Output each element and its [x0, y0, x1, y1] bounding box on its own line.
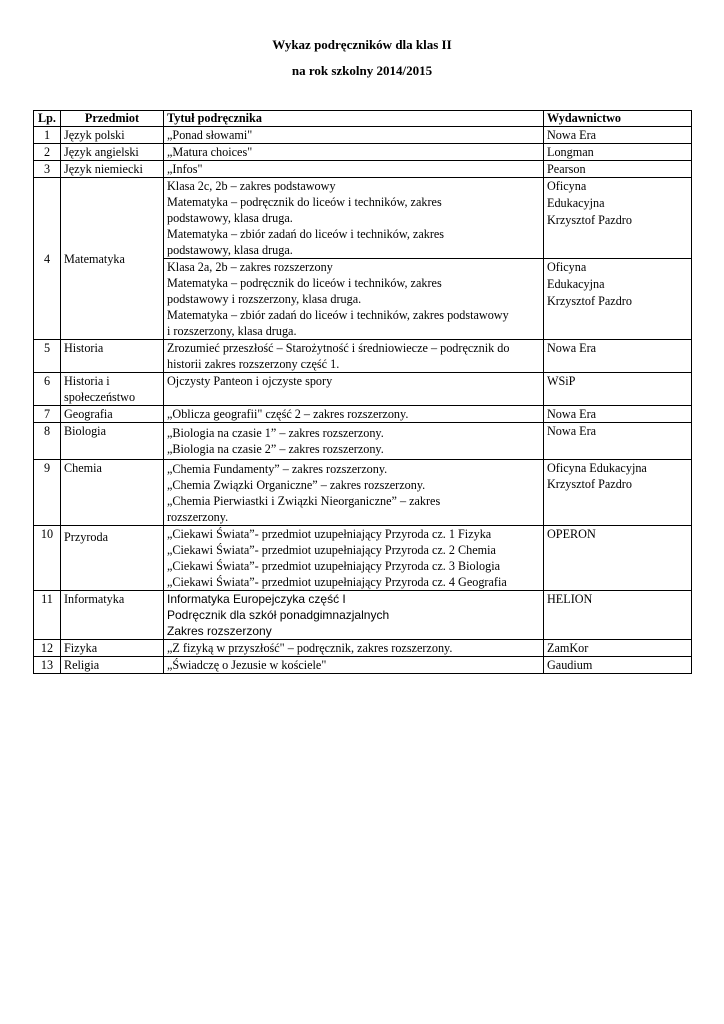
publisher-cell	[544, 657, 692, 674]
title-text: „Ciekawi Świata”- przedmiot uzupełniający Przyroda cz. 1 Fizyka	[167, 527, 492, 541]
row-number: 12	[34, 640, 61, 657]
title-text: historii zakres rozszerzony część 1.	[167, 357, 340, 371]
row-number: 2	[34, 144, 61, 161]
publisher-cell	[544, 526, 692, 591]
subject-text: Przyroda	[64, 530, 108, 544]
publisher-cell	[544, 340, 692, 373]
row-number: 5	[34, 340, 61, 373]
publisher-cell	[544, 373, 692, 406]
subject-text: Historia	[64, 341, 104, 355]
table-row	[34, 144, 692, 161]
title-text: „Matura choices"	[167, 145, 253, 159]
subject-text: Biologia	[64, 424, 106, 438]
document-subtitle: na rok szkolny 2014/2015	[291, 63, 433, 78]
header-lp: Lp.	[34, 111, 61, 127]
table-row	[34, 591, 692, 640]
title-text: podstawowy, klasa druga.	[167, 243, 293, 257]
subject-cell	[61, 178, 164, 340]
title-text: „Z fizyką w przyszłość" – podręcznik, zakres rozszerzony.	[167, 641, 453, 655]
title-text: Klasa 2c, 2b – zakres podstawowy	[167, 179, 336, 193]
subject-cell	[61, 423, 164, 460]
row-number: 4	[34, 178, 61, 340]
publisher-text: Nowa Era	[547, 407, 597, 421]
publisher-cell	[544, 178, 692, 259]
title-text: Matematyka – zbiór zadań do liceów i techników, zakres	[167, 227, 445, 241]
table-row	[34, 127, 692, 144]
title-text: Matematyka – podręcznik do liceów i techników, zakres	[167, 276, 442, 290]
publisher-cell	[544, 640, 692, 657]
title-cell	[164, 423, 544, 460]
publisher-text: Krzysztof Pazdro	[547, 294, 632, 308]
subject-text: Historia i	[64, 374, 110, 388]
publisher-text: Nowa Era	[547, 128, 597, 142]
table-row	[34, 526, 692, 591]
title-text: Zakres rozszerzony	[167, 624, 272, 638]
publisher-cell	[544, 460, 692, 526]
publisher-text: WSiP	[547, 374, 576, 388]
table-row	[34, 340, 692, 373]
title-text: „Ciekawi Świata”- przedmiot uzupełniający Przyroda cz. 2 Chemia	[167, 543, 496, 557]
publisher-text: Edukacyjna	[547, 196, 605, 210]
title-cell	[164, 526, 544, 591]
publisher-text: Nowa Era	[547, 424, 597, 438]
row-number: 3	[34, 161, 61, 178]
title-cell	[164, 373, 544, 406]
publisher-text: OPERON	[547, 527, 596, 541]
table-header-row	[34, 111, 692, 127]
row-number: 8	[34, 423, 61, 460]
subject-text: Geografia	[64, 407, 113, 421]
publisher-cell	[544, 406, 692, 423]
title-text: rozszerzony.	[167, 510, 229, 524]
title-text: podstawowy i rozszerzony, klasa druga.	[167, 292, 362, 306]
subject-cell	[61, 657, 164, 674]
row-number: 7	[34, 406, 61, 423]
title-cell	[164, 144, 544, 161]
title-text: Podręcznik dla szkół ponadgimnazjalnych	[167, 608, 390, 622]
title-text: Klasa 2a, 2b – zakres rozszerzony	[167, 260, 333, 274]
subject-cell	[61, 640, 164, 657]
table-row	[34, 178, 692, 259]
publisher-text: Pearson	[547, 162, 586, 176]
row-number: 11	[34, 591, 61, 640]
title-text: „Chemia Pierwiastki i Związki Nieorganiczne” – zakres	[167, 494, 441, 508]
title-text: podstawowy, klasa druga.	[167, 211, 293, 225]
title-cell	[164, 640, 544, 657]
header-subject: Przedmiot	[61, 111, 164, 127]
subject-text: społeczeństwo	[64, 390, 136, 404]
publisher-cell	[544, 259, 692, 340]
title-cell	[164, 460, 544, 526]
subject-cell	[61, 127, 164, 144]
subject-text: Fizyka	[64, 641, 98, 655]
publisher-text: Gaudium	[547, 658, 593, 672]
title-cell	[164, 127, 544, 144]
publisher-cell	[544, 591, 692, 640]
header-publisher: Wydawnictwo	[544, 111, 692, 127]
table-row	[34, 373, 692, 406]
title-cell	[164, 406, 544, 423]
title-cell	[164, 178, 544, 259]
table-row	[34, 161, 692, 178]
subject-text: Język angielski	[64, 145, 139, 159]
subject-text: Język polski	[64, 128, 125, 142]
publisher-cell	[544, 144, 692, 161]
publisher-text: Oficyna Edukacyjna	[547, 461, 647, 475]
row-number: 6	[34, 373, 61, 406]
publisher-text: Edukacyjna	[547, 277, 605, 291]
title-text: „Świadczę o Jezusie w kościele"	[167, 658, 327, 672]
title-text: Informatyka Europejczyka część I	[167, 592, 346, 606]
title-text: „Infos"	[167, 162, 203, 176]
subject-cell	[61, 373, 164, 406]
subject-cell	[61, 591, 164, 640]
publisher-text: Nowa Era	[547, 341, 597, 355]
publisher-text: ZamKor	[547, 641, 589, 655]
table-row	[34, 640, 692, 657]
row-number: 9	[34, 460, 61, 526]
subject-text: Matematyka	[64, 251, 125, 266]
title-text: Matematyka – podręcznik do liceów i techników, zakres	[167, 195, 442, 209]
publisher-text: Krzysztof Pazdro	[547, 213, 632, 227]
title-text: „Biologia na czasie 2” – zakres rozszerzony.	[167, 442, 384, 456]
subject-cell	[61, 340, 164, 373]
row-number: 13	[34, 657, 61, 674]
title-cell	[164, 259, 544, 340]
table-row	[34, 406, 692, 423]
title-text: „Oblicza geografii" część 2 – zakres rozszerzony.	[167, 407, 409, 421]
publisher-cell	[544, 161, 692, 178]
subject-text: Chemia	[64, 461, 102, 475]
publisher-text: Oficyna	[547, 260, 587, 274]
title-text: „Ponad słowami"	[167, 128, 253, 142]
table-row	[34, 460, 692, 526]
title-text: i rozszerzony, klasa druga.	[167, 324, 297, 338]
title-text: Zrozumieć przeszłość – Starożytność i średniowiecze – podręcznik do	[167, 341, 510, 355]
title-text: Matematyka – zbiór zadań do liceów i techników, zakres podstawowy	[167, 308, 509, 322]
subject-cell	[61, 161, 164, 178]
title-text: „Chemia Fundamenty” – zakres rozszerzony.	[167, 462, 388, 476]
title-text: „Ciekawi Świata”- przedmiot uzupełniający Przyroda cz. 4 Geografia	[167, 575, 507, 589]
header-title: Tytuł podręcznika	[164, 111, 544, 127]
document-title: Wykaz podręczników dla klas II	[272, 37, 452, 52]
publisher-cell	[544, 423, 692, 460]
publisher-text: Oficyna	[547, 179, 587, 193]
title-cell	[164, 161, 544, 178]
publisher-text: HELION	[547, 592, 593, 606]
row-number: 1	[34, 127, 61, 144]
subject-cell	[61, 144, 164, 161]
subject-cell	[61, 460, 164, 526]
title-cell	[164, 657, 544, 674]
table-row	[34, 423, 692, 460]
title-cell	[164, 591, 544, 640]
publisher-text: Longman	[547, 145, 594, 159]
title-text: „Chemia Związki Organiczne” – zakres rozszerzony.	[167, 478, 426, 492]
publisher-cell	[544, 127, 692, 144]
textbook-table	[33, 110, 692, 674]
title-text: „Ciekawi Świata”- przedmiot uzupełniający Przyroda cz. 3 Biologia	[167, 559, 501, 573]
title-text: „Biologia na czasie 1” – zakres rozszerzony.	[167, 426, 384, 440]
subject-cell	[61, 406, 164, 423]
title-text: Ojczysty Panteon i ojczyste spory	[167, 374, 333, 388]
subject-text: Informatyka	[64, 592, 125, 606]
subject-cell	[61, 526, 164, 591]
subject-text: Język niemiecki	[64, 162, 143, 176]
title-cell	[164, 340, 544, 373]
publisher-text: Krzysztof Pazdro	[547, 477, 632, 491]
subject-text: Religia	[64, 658, 100, 672]
table-row	[34, 657, 692, 674]
row-number: 10	[34, 526, 61, 591]
